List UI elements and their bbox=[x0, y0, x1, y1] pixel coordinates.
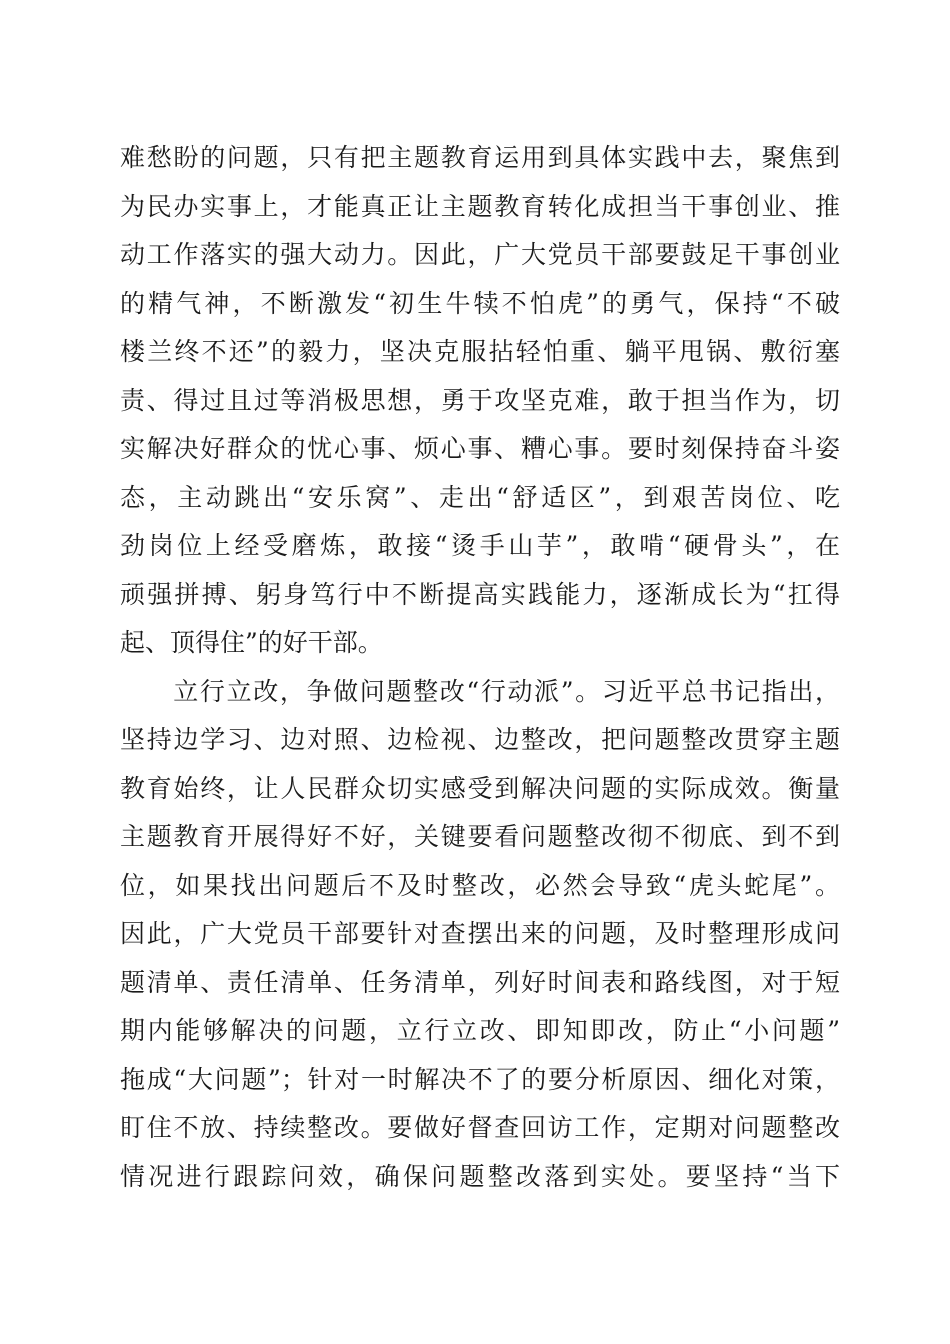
text-line: 因此，广大党员干部要针对查摆出来的问题，及时整理形成问 bbox=[120, 919, 840, 948]
text-line: 责、得过且过等消极思想，勇于攻坚克难，敢于担当作为，切 bbox=[120, 385, 840, 415]
text-line: 劲岗位上经受磨炼，敢接“烫手山芋”，敢啃“硬骨头”，在 bbox=[120, 531, 840, 560]
text-line: 拖成“大问题”；针对一时解决不了的要分析原因、细化对策， bbox=[120, 1064, 840, 1094]
text-line: 实解决好群众的忧心事、烦心事、糟心事。要时刻保持奋斗姿 bbox=[120, 434, 840, 463]
text-line: 顽强拼搏、躬身笃行中不断提高实践能力，逐渐成长为“扛得 bbox=[120, 579, 840, 609]
text-line: 情况进行跟踪问效，确保问题整改落到实处。要坚持“当下 bbox=[120, 1161, 840, 1191]
text-line: 态，主动跳出“安乐窝”、走出“舒适区”，到艰苦岗位、吃 bbox=[120, 482, 840, 512]
text-line: 楼兰终不还”的毅力，坚决克服拈轻怕重、躺平甩锅、敷衍塞 bbox=[120, 337, 840, 366]
text-line: 为民办实事上，才能真正让主题教育转化成担当干事创业、推 bbox=[120, 191, 840, 221]
text-line: 主题教育开展得好不好，关键要看问题整改彻不彻底、到不到 bbox=[120, 822, 840, 851]
text-line: 难愁盼的问题，只有把主题教育运用到具体实践中去，聚焦到 bbox=[120, 143, 840, 172]
text-line: 动工作落实的强大动力。因此，广大党员干部要鼓足干事创业 bbox=[120, 240, 840, 269]
text-line: 立行立改，争做问题整改“行动派”。习近平总书记指出， bbox=[120, 676, 840, 706]
text-line: 的精气神，不断激发“初生牛犊不怕虎”的勇气，保持“不破 bbox=[120, 288, 840, 318]
text-line: 位，如果找出问题后不及时整改，必然会导致“虎头蛇尾”。 bbox=[120, 870, 840, 900]
text-line: 坚持边学习、边对照、边检视、边整改，把问题整改贯穿主题 bbox=[120, 725, 840, 754]
text-line: 盯住不放、持续整改。要做好督查回访工作，定期对问题整改 bbox=[120, 1113, 840, 1142]
body-text bbox=[120, 134, 840, 1201]
text-line: 题清单、责任清单、任务清单，列好时间表和路线图，对于短 bbox=[120, 967, 840, 997]
text-line: 期内能够解决的问题，立行立改、即知即改，防止“小问题” bbox=[120, 1016, 840, 1045]
text-line: 起、顶得住”的好干部。 bbox=[120, 628, 383, 657]
text-line: 教育始终，让人民群众切实感受到解决问题的实际成效。衡量 bbox=[120, 773, 840, 803]
